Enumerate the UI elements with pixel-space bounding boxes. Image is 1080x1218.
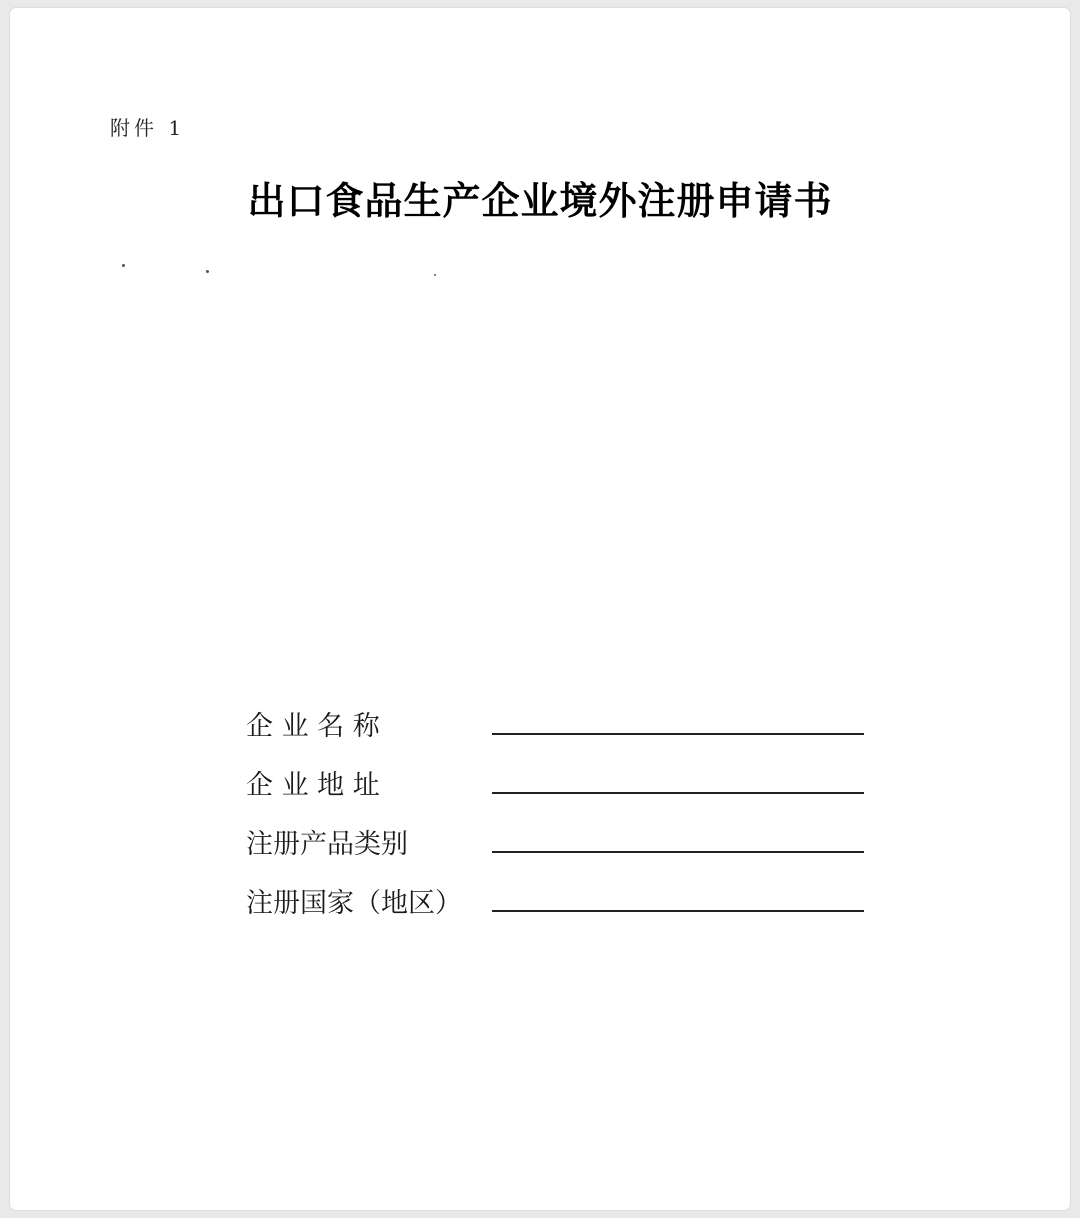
scan-speck <box>434 274 436 276</box>
product-category-label: 注册产品类别 <box>246 829 408 860</box>
attachment-label: 附件 1 <box>110 116 186 140</box>
field-row-company-name <box>246 698 866 757</box>
company-name-label: 企 业 名 称 <box>246 711 380 742</box>
scan-speck <box>122 264 125 267</box>
registration-country-field[interactable] <box>492 910 864 912</box>
company-address-label: 企 业 地 址 <box>246 770 380 801</box>
application-form <box>246 698 866 934</box>
company-name-field[interactable] <box>492 733 864 735</box>
document-page <box>10 8 1070 1210</box>
company-address-field[interactable] <box>492 792 864 794</box>
scan-speck <box>206 270 209 273</box>
product-category-field[interactable] <box>492 851 864 853</box>
field-row-company-address <box>246 757 866 816</box>
field-row-registration-country <box>246 875 866 934</box>
registration-country-label: 注册国家（地区） <box>246 888 462 919</box>
field-row-product-category <box>246 816 866 875</box>
document-title: 出口食品生产企业境外注册申请书 <box>247 179 833 223</box>
